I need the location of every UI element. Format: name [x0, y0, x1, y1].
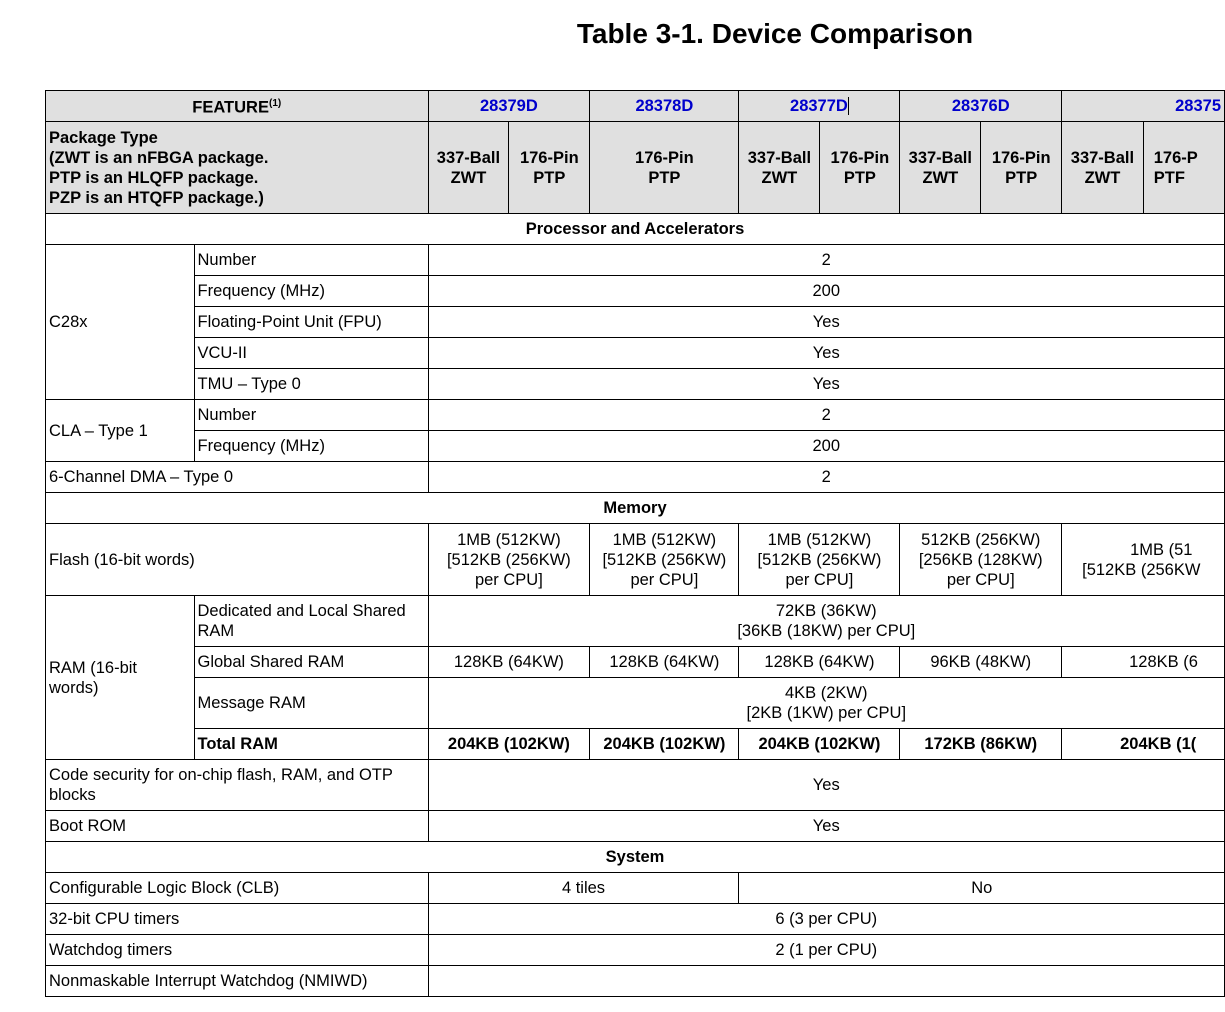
package-label-2: (ZWT is an nFBGA package.	[49, 148, 269, 167]
table-row	[46, 596, 1225, 647]
total-ram-value: 204KB (102KW)	[428, 729, 590, 760]
flash-line: [512KB (256KW)	[446, 550, 571, 569]
package-cell	[981, 122, 1062, 214]
row-value	[428, 966, 1224, 997]
package-label-4: PZP is an HTQFP package.)	[49, 188, 264, 207]
device-comparison-table	[45, 90, 1225, 997]
flash-line: 512KB (256KW)	[921, 530, 1041, 549]
flash-value	[428, 524, 590, 596]
table-title: Table 3-1. Device Comparison	[576, 18, 974, 49]
security-label-line: blocks	[49, 786, 96, 804]
section-memory: Memory	[46, 493, 1225, 524]
package-top: 176-Pin	[635, 148, 694, 167]
device-28375[interactable]: 28375	[1062, 91, 1225, 122]
flash-value	[1062, 524, 1225, 596]
section-system: System	[46, 842, 1225, 873]
package-cell	[1143, 122, 1224, 214]
clb-value: 4 tiles	[428, 873, 739, 904]
row-label: Number	[194, 400, 428, 431]
package-bottom: PTP	[843, 168, 876, 187]
row-label: 32-bit CPU timers	[46, 904, 429, 935]
row-value: 2	[428, 245, 1224, 276]
row-label	[194, 596, 428, 647]
section-processor	[46, 214, 1225, 245]
row-label: TMU – Type 0	[194, 369, 428, 400]
row-label: Global Shared RAM	[194, 647, 428, 678]
section-row	[46, 214, 1225, 245]
package-cell	[509, 122, 590, 214]
row-value: 6 (3 per CPU)	[428, 904, 1224, 935]
cla-label: CLA – Type 1	[46, 400, 195, 462]
package-top: 176-P	[1153, 148, 1198, 167]
package-top: 337-Ball	[436, 148, 501, 167]
table-row	[46, 307, 1225, 338]
flash-line: 1MB (51	[1130, 540, 1193, 559]
global-ram-value: 128KB (64KW)	[739, 647, 900, 678]
flash-line: 1MB (512KW)	[767, 530, 872, 549]
message-value-line: 4KB (2KW)	[784, 684, 868, 702]
flash-line: per CPU]	[785, 570, 854, 589]
flash-line: [512KB (256KW)	[602, 550, 727, 569]
row-value: Yes	[428, 811, 1224, 842]
row-value: Yes	[428, 307, 1224, 338]
table-row	[46, 524, 1225, 596]
package-row	[46, 122, 1225, 214]
device-28377d-label[interactable]: 28377D	[790, 97, 848, 115]
package-bottom: PTP	[1005, 168, 1038, 187]
table-row	[46, 760, 1225, 811]
dedicated-value-line: [36KB (18KW) per CPU]	[737, 622, 916, 640]
package-cell	[739, 122, 820, 214]
table-row	[46, 276, 1225, 307]
package-top: 176-Pin	[830, 148, 890, 167]
total-ram-value: 204KB (102KW)	[590, 729, 739, 760]
dedicated-value-line: 72KB (36KW)	[775, 602, 877, 620]
package-bottom: ZWT	[761, 168, 798, 187]
flash-line: [256KB (128KW)	[918, 550, 1043, 569]
total-ram-value: 204KB (102KW)	[739, 729, 900, 760]
table-row	[46, 678, 1225, 729]
row-label: Nonmaskable Interrupt Watchdog (NMIWD)	[46, 966, 429, 997]
table-row	[46, 729, 1225, 760]
global-ram-value: 128KB (6	[1062, 647, 1225, 678]
header-row	[46, 91, 1225, 122]
row-value: 200	[428, 431, 1224, 462]
ram-label	[46, 596, 195, 760]
package-cell	[900, 122, 981, 214]
table-row	[46, 462, 1225, 493]
package-top: 176-Pin	[991, 148, 1051, 167]
row-label: Flash (16-bit words)	[46, 524, 429, 596]
package-bottom: PTP	[533, 168, 566, 187]
package-top: 337-Ball	[1070, 148, 1135, 167]
table-row	[46, 935, 1225, 966]
row-value: 200	[428, 276, 1224, 307]
package-top: 176-Pin	[519, 148, 579, 167]
row-label	[46, 760, 429, 811]
flash-line: [512KB (256KW)	[757, 550, 882, 569]
row-label: 6-Channel DMA – Type 0	[46, 462, 429, 493]
feature-header	[46, 91, 429, 122]
message-value-line: [2KB (1KW) per CPU]	[746, 704, 907, 722]
table-row	[46, 245, 1225, 276]
flash-line: [512KB (256KW	[1082, 560, 1201, 579]
ram-label-line: RAM (16-bit	[49, 658, 138, 677]
row-value: Yes	[428, 369, 1224, 400]
package-bottom: ZWT	[1084, 168, 1121, 187]
table-row	[46, 431, 1225, 462]
row-label: Boot ROM	[46, 811, 429, 842]
package-cell	[820, 122, 900, 214]
table-row	[46, 966, 1225, 997]
flash-line: per CPU]	[946, 570, 1015, 589]
flash-line: per CPU]	[630, 570, 699, 589]
row-label: Configurable Logic Block (CLB)	[46, 873, 429, 904]
package-top: 337-Ball	[908, 148, 972, 167]
row-label: Watchdog timers	[46, 935, 429, 966]
flash-line: 1MB (512KW)	[612, 530, 717, 549]
table-row	[46, 904, 1225, 935]
table-row	[46, 873, 1225, 904]
clb-value: No	[739, 873, 1225, 904]
dedicated-label-line: Dedicated and Local Shared	[197, 602, 406, 620]
device-28376d[interactable]: 28376D	[900, 91, 1062, 122]
total-ram-value: 172KB (86KW)	[900, 729, 1062, 760]
global-ram-value: 128KB (64KW)	[590, 647, 739, 678]
global-ram-value: 128KB (64KW)	[428, 647, 590, 678]
security-label-line: Code security for on-chip flash, RAM, and OTP	[49, 766, 393, 784]
package-label-3: PTP is an HLQFP package.	[49, 168, 259, 187]
row-label: Floating-Point Unit (FPU)	[194, 307, 428, 338]
row-label: Frequency (MHz)	[194, 276, 428, 307]
c28x-label: C28x	[46, 245, 195, 400]
row-label: Number	[194, 245, 428, 276]
device-28377d[interactable]	[739, 91, 900, 122]
flash-value	[590, 524, 739, 596]
row-value	[428, 678, 1224, 729]
global-ram-value: 96KB (48KW)	[900, 647, 1062, 678]
package-bottom: ZWT	[450, 168, 487, 187]
row-value: Yes	[428, 760, 1224, 811]
package-top: 337-Ball	[747, 148, 812, 167]
flash-value	[900, 524, 1062, 596]
package-bottom: PTF	[1153, 168, 1185, 187]
table-row	[46, 369, 1225, 400]
section-row	[46, 493, 1225, 524]
table-row	[46, 811, 1225, 842]
table-row	[46, 647, 1225, 678]
row-value: 2	[428, 462, 1224, 493]
footnote-mark: (1)	[268, 98, 282, 110]
row-label: Frequency (MHz)	[194, 431, 428, 462]
device-28378d[interactable]: 28378D	[590, 91, 739, 122]
flash-line: per CPU]	[474, 570, 543, 589]
device-28379d[interactable]: 28379D	[428, 91, 590, 122]
row-label: VCU-II	[194, 338, 428, 369]
row-label: Total RAM	[194, 729, 428, 760]
package-cell	[1062, 122, 1144, 214]
package-label	[46, 122, 429, 214]
table-row	[46, 400, 1225, 431]
package-bottom: PTP	[648, 168, 681, 187]
section-row	[46, 842, 1225, 873]
package-cell	[590, 122, 739, 214]
feature-label: FEATURE	[192, 98, 269, 117]
section-label: Processor and Accelerators	[525, 220, 745, 238]
package-label-1: Package Type	[49, 128, 158, 147]
flash-value	[739, 524, 900, 596]
row-value	[428, 596, 1224, 647]
flash-line: 1MB (512KW)	[457, 530, 561, 549]
total-ram-value: 204KB (1(	[1062, 729, 1225, 760]
dedicated-label-line: RAM	[197, 622, 235, 640]
text-cursor	[848, 97, 849, 115]
package-bottom: ZWT	[922, 168, 959, 187]
row-value: Yes	[428, 338, 1224, 369]
table-row	[46, 338, 1225, 369]
row-value: 2	[428, 400, 1224, 431]
package-cell	[428, 122, 509, 214]
ram-label-line: words)	[49, 678, 99, 697]
row-label: Message RAM	[194, 678, 428, 729]
row-value: 2 (1 per CPU)	[428, 935, 1224, 966]
